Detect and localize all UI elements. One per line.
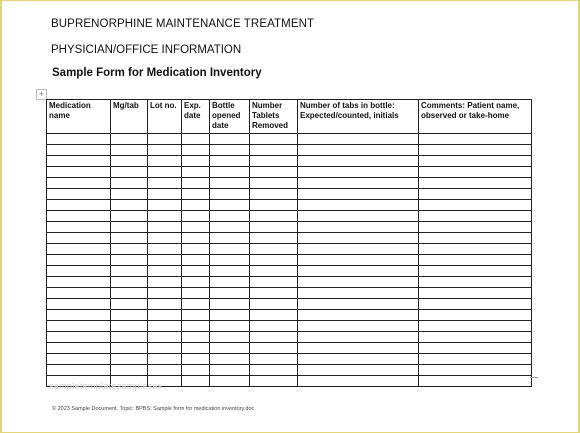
table-cell[interactable] <box>148 211 182 222</box>
table-cell[interactable] <box>148 145 182 156</box>
table-row <box>47 277 532 288</box>
document-title: BUPRENORPHINE MAINTENANCE TREATMENT <box>51 18 315 30</box>
table-cell[interactable] <box>298 321 419 332</box>
table-row <box>47 255 532 266</box>
table-cell[interactable] <box>148 266 182 277</box>
table-cell[interactable] <box>182 288 210 299</box>
table-cell[interactable] <box>47 178 111 189</box>
table-cell[interactable] <box>148 222 182 233</box>
table-row <box>47 200 532 211</box>
table-cell[interactable] <box>419 167 532 178</box>
table-row <box>47 167 532 178</box>
document-page <box>2 1 578 432</box>
table-cell[interactable] <box>182 266 210 277</box>
table-cell[interactable] <box>47 343 111 354</box>
header-mg-tab: Mg/tab <box>111 100 148 134</box>
table-cell[interactable] <box>250 288 298 299</box>
table-cell[interactable] <box>111 167 148 178</box>
table-cell[interactable] <box>148 200 182 211</box>
table-cell[interactable] <box>210 277 250 288</box>
table-cell[interactable] <box>111 354 148 365</box>
table-cell[interactable] <box>182 244 210 255</box>
table-cell[interactable] <box>250 167 298 178</box>
table-cell[interactable] <box>419 233 532 244</box>
table-row <box>47 222 532 233</box>
table-cell[interactable] <box>182 310 210 321</box>
table-row <box>47 321 532 332</box>
table-cell[interactable] <box>250 321 298 332</box>
table-cell[interactable] <box>419 288 532 299</box>
table-cell[interactable] <box>111 332 148 343</box>
table-cell[interactable] <box>182 145 210 156</box>
table-row <box>47 233 532 244</box>
table-cell[interactable] <box>210 266 250 277</box>
table-row <box>47 365 532 376</box>
document-subtitle: PHYSICIAN/OFFICE INFORMATION <box>51 44 242 56</box>
table-cell[interactable] <box>419 222 532 233</box>
table-cell[interactable] <box>148 288 182 299</box>
table-cell[interactable] <box>298 244 419 255</box>
table-cell[interactable] <box>182 376 210 387</box>
table-cell[interactable] <box>250 233 298 244</box>
table-cell[interactable] <box>419 156 532 167</box>
table-cell[interactable] <box>111 222 148 233</box>
table-cell[interactable] <box>250 332 298 343</box>
table-cell[interactable] <box>210 288 250 299</box>
table-row <box>47 343 532 354</box>
table-cell[interactable] <box>250 354 298 365</box>
table-row <box>47 266 532 277</box>
table-cell[interactable] <box>210 211 250 222</box>
table-cell[interactable] <box>182 211 210 222</box>
table-cell[interactable] <box>298 310 419 321</box>
table-cell[interactable] <box>47 200 111 211</box>
table-cell[interactable] <box>148 244 182 255</box>
table-cell[interactable] <box>298 189 419 200</box>
table-cell[interactable] <box>148 255 182 266</box>
table-cell[interactable] <box>419 178 532 189</box>
table-cell[interactable] <box>182 200 210 211</box>
table-cell[interactable] <box>111 299 148 310</box>
table-cell[interactable] <box>182 222 210 233</box>
table-cell[interactable] <box>111 343 148 354</box>
table-cell[interactable] <box>298 233 419 244</box>
table-cell[interactable] <box>111 288 148 299</box>
table-cell[interactable] <box>210 233 250 244</box>
table-cell[interactable] <box>250 244 298 255</box>
table-cell[interactable] <box>419 244 532 255</box>
table-cell[interactable] <box>148 365 182 376</box>
table-cell[interactable] <box>182 233 210 244</box>
table-cell[interactable] <box>298 266 419 277</box>
table-row <box>47 354 532 365</box>
table-cell[interactable] <box>47 244 111 255</box>
table-cell[interactable] <box>419 321 532 332</box>
table-cell[interactable] <box>182 156 210 167</box>
table-cell[interactable] <box>47 277 111 288</box>
table-cell[interactable] <box>298 354 419 365</box>
table-cell[interactable] <box>210 178 250 189</box>
table-cell[interactable] <box>250 266 298 277</box>
table-cell[interactable] <box>111 277 148 288</box>
header-lot-no: Lot no. <box>148 100 182 134</box>
table-cell[interactable] <box>419 200 532 211</box>
table-cell[interactable] <box>298 134 419 145</box>
table-cell[interactable] <box>250 299 298 310</box>
table-cell[interactable] <box>250 134 298 145</box>
table-cell[interactable] <box>210 343 250 354</box>
table-cell[interactable] <box>47 354 111 365</box>
table-cell[interactable] <box>250 310 298 321</box>
table-move-handle-icon[interactable]: + <box>36 89 47 100</box>
table-cell[interactable] <box>47 310 111 321</box>
table-cell[interactable] <box>148 343 182 354</box>
table-cell[interactable] <box>298 200 419 211</box>
header-exp-date: Exp. date <box>182 100 210 134</box>
table-cell[interactable] <box>419 310 532 321</box>
table-cell[interactable] <box>298 365 419 376</box>
table-cell[interactable] <box>111 321 148 332</box>
table-row <box>47 145 532 156</box>
table-row <box>47 178 532 189</box>
table-row <box>47 288 532 299</box>
table-cell[interactable] <box>250 200 298 211</box>
table-cell[interactable] <box>250 277 298 288</box>
table-cell[interactable] <box>182 354 210 365</box>
table-cell[interactable] <box>298 343 419 354</box>
table-cell[interactable] <box>148 354 182 365</box>
table-cell[interactable] <box>210 156 250 167</box>
table-cell[interactable] <box>298 299 419 310</box>
table-cell[interactable] <box>47 255 111 266</box>
table-cell[interactable] <box>47 299 111 310</box>
table-cell[interactable] <box>148 277 182 288</box>
table-cell[interactable] <box>182 255 210 266</box>
table-cell[interactable] <box>182 365 210 376</box>
table-cell[interactable] <box>182 343 210 354</box>
table-cell[interactable] <box>419 343 532 354</box>
table-cell[interactable] <box>148 299 182 310</box>
table-cell[interactable] <box>47 233 111 244</box>
table-cell[interactable] <box>210 222 250 233</box>
table-cell[interactable] <box>298 288 419 299</box>
header-medication-name: Medication name <box>47 100 111 134</box>
table-cell[interactable] <box>210 332 250 343</box>
table-cell[interactable] <box>419 134 532 145</box>
page-corner-mark <box>530 377 538 378</box>
table-cell[interactable] <box>250 376 298 387</box>
table-row <box>47 134 532 145</box>
table-cell[interactable] <box>182 189 210 200</box>
table-cell[interactable] <box>182 321 210 332</box>
table-cell[interactable] <box>419 255 532 266</box>
table-cell[interactable] <box>47 288 111 299</box>
header-number-tablets-removed: Number Tablets Removed <box>250 100 298 134</box>
table-cell[interactable] <box>182 277 210 288</box>
table-cell[interactable] <box>210 310 250 321</box>
table-cell[interactable] <box>250 145 298 156</box>
table-row <box>47 211 532 222</box>
table-cell[interactable] <box>47 167 111 178</box>
table-cell[interactable] <box>250 222 298 233</box>
table-cell[interactable] <box>250 156 298 167</box>
form-title: Sample Form for Medication Inventory <box>52 67 262 79</box>
table-cell[interactable] <box>298 222 419 233</box>
medication-inventory-table <box>46 99 532 387</box>
table-cell[interactable] <box>419 354 532 365</box>
table-row <box>47 310 532 321</box>
table-cell[interactable] <box>47 189 111 200</box>
table-row <box>47 244 532 255</box>
table-cell[interactable] <box>298 156 419 167</box>
table-cell[interactable] <box>148 233 182 244</box>
table-cell[interactable] <box>298 211 419 222</box>
table-cell[interactable] <box>419 189 532 200</box>
table-cell[interactable] <box>250 178 298 189</box>
table-cell[interactable] <box>419 376 532 387</box>
table-cell[interactable] <box>47 365 111 376</box>
table-cell[interactable] <box>419 145 532 156</box>
table-cell[interactable] <box>210 376 250 387</box>
table-cell[interactable] <box>210 145 250 156</box>
table-cell[interactable] <box>111 134 148 145</box>
table-cell[interactable] <box>47 156 111 167</box>
table-body <box>47 134 532 387</box>
table-row <box>47 299 532 310</box>
table-row <box>47 189 532 200</box>
table-cell[interactable] <box>182 332 210 343</box>
table-cell[interactable] <box>210 200 250 211</box>
table-cell[interactable] <box>111 233 148 244</box>
table-cell[interactable] <box>148 332 182 343</box>
table-cell[interactable] <box>111 178 148 189</box>
table-cell[interactable] <box>250 211 298 222</box>
table-cell[interactable] <box>182 178 210 189</box>
table-cell[interactable] <box>47 321 111 332</box>
table-cell[interactable] <box>250 343 298 354</box>
table-cell[interactable] <box>419 332 532 343</box>
table-cell[interactable] <box>111 189 148 200</box>
faint-watermark-text: ѕаmрlеtеmрlаtеѕаmрlеѕаѕ <box>49 381 163 391</box>
table-cell[interactable] <box>47 266 111 277</box>
table-header-row <box>47 100 532 134</box>
table-cell[interactable] <box>298 376 419 387</box>
table-cell[interactable] <box>419 211 532 222</box>
table-cell[interactable] <box>47 134 111 145</box>
table-cell[interactable] <box>298 255 419 266</box>
table-cell[interactable] <box>250 189 298 200</box>
table-cell[interactable] <box>419 277 532 288</box>
table-cell[interactable] <box>182 134 210 145</box>
header-comments: Comments: Patient name, observed or take-home <box>419 100 532 134</box>
table-cell[interactable] <box>111 156 148 167</box>
table-cell[interactable] <box>148 167 182 178</box>
table-cell[interactable] <box>210 354 250 365</box>
table-cell[interactable] <box>250 255 298 266</box>
table-row <box>47 332 532 343</box>
table-cell[interactable] <box>298 277 419 288</box>
table-cell[interactable] <box>298 145 419 156</box>
table-cell[interactable] <box>419 299 532 310</box>
table-cell[interactable] <box>250 365 298 376</box>
table-cell[interactable] <box>111 266 148 277</box>
table-cell[interactable] <box>148 321 182 332</box>
table-cell[interactable] <box>210 189 250 200</box>
table-cell[interactable] <box>210 321 250 332</box>
table-row <box>47 156 532 167</box>
header-bottle-opened-date: Bottle opened date <box>210 100 250 134</box>
table-cell[interactable] <box>148 134 182 145</box>
table-cell[interactable] <box>111 244 148 255</box>
table-cell[interactable] <box>111 145 148 156</box>
document-footer: © 2023 Sample Document. Topic: BPBS: Sample form for medication inventory.doc <box>52 406 255 412</box>
table-cell[interactable] <box>47 332 111 343</box>
table-cell[interactable] <box>298 167 419 178</box>
table-cell[interactable] <box>210 365 250 376</box>
table-cell[interactable] <box>182 299 210 310</box>
table-cell[interactable] <box>419 266 532 277</box>
table-cell[interactable] <box>182 167 210 178</box>
table-cell[interactable] <box>47 222 111 233</box>
table-cell[interactable] <box>210 299 250 310</box>
table-cell[interactable] <box>148 156 182 167</box>
table-cell[interactable] <box>148 189 182 200</box>
table-cell[interactable] <box>298 178 419 189</box>
table-cell[interactable] <box>148 178 182 189</box>
table-cell[interactable] <box>47 211 111 222</box>
table-cell[interactable] <box>111 200 148 211</box>
header-number-of-tabs: Number of tabs in bottle: Expected/counted, initials <box>298 100 419 134</box>
table-cell[interactable] <box>111 365 148 376</box>
table-cell[interactable] <box>148 310 182 321</box>
table-cell[interactable] <box>210 244 250 255</box>
table-cell[interactable] <box>111 310 148 321</box>
table-cell[interactable] <box>210 134 250 145</box>
table-cell[interactable] <box>111 211 148 222</box>
table-cell[interactable] <box>419 365 532 376</box>
table-cell[interactable] <box>111 255 148 266</box>
table-cell[interactable] <box>210 255 250 266</box>
table-cell[interactable] <box>47 145 111 156</box>
table-cell[interactable] <box>210 167 250 178</box>
table-cell[interactable] <box>298 332 419 343</box>
